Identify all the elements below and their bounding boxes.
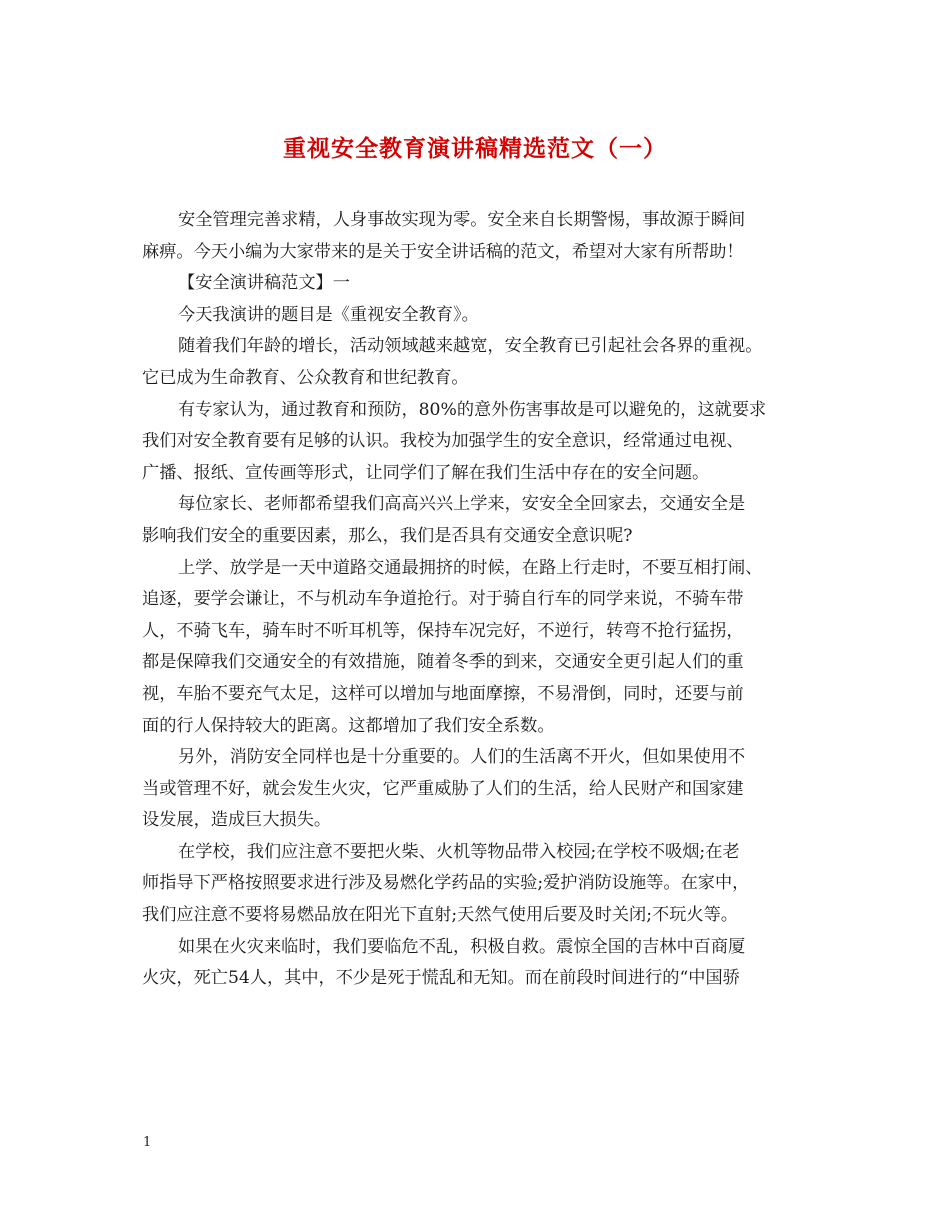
body-line: 面的行人保持较大的距离。这都增加了我们安全系数。 [142, 715, 555, 736]
body-line: 在学校，我们应注意不要把火柴、火机等物品带入校园;在学校不吸烟;在老 [178, 841, 740, 862]
body-line: 师指导下严格按照要求进行涉及易燃化学药品的实验;爱护消防设施等。在家中， [142, 873, 750, 894]
document-title: 重视安全教育演讲稿精选范文（一） [283, 135, 667, 162]
body-line: 追逐，要学会谦让，不与机动车争道抢行。对于骑自行车的同学来说，不骑车带 [142, 589, 744, 610]
body-line: 如果在火灾来临时，我们要临危不乱，积极自救。震惊全国的吉林中百商厦 [178, 936, 746, 957]
body-line: 安全管理完善求精，人身事故实现为零。安全来自长期警惕，事故源于瞬间 [178, 210, 746, 230]
body-line: 我们对安全教育要有足够的认识。我校为加强学生的安全意识，经常通过电视、 [142, 431, 744, 452]
document-body [142, 205, 816, 995]
body-line: 设发展，造成巨大损失。 [142, 810, 332, 831]
body-line: 每位家长、老师都希望我们高高兴兴上学来，安安全全回家去，交通安全是 [178, 494, 746, 515]
body-line: 麻痹。今天小编为大家带来的是关于安全讲话稿的范文，希望对大家有所帮助！ [142, 241, 744, 262]
body-line: 影响我们安全的重要因素，那么，我们是否具有交通安全意识呢? [142, 525, 633, 546]
body-line: 它已成为生命教育、公众教育和世纪教育。 [142, 367, 469, 388]
body-line: 另外，消防安全同样也是十分重要的。人们的生活离不开火，但如果使用不 [178, 747, 746, 768]
body-line: 当或管理不好，就会发生火灾，它严重威胁了人们的生活，给人民财产和国家建 [142, 778, 744, 799]
body-line: 人，不骑飞车，骑车时不听耳机等，保持车况完好，不逆行，转弯不抢行猛拐， [142, 620, 744, 641]
body-line: 都是保障我们交通安全的有效措施，随着冬季的到来，交通安全更引起人们的重 [142, 652, 744, 673]
body-line: 我们应注意不要将易燃品放在阳光下直射;天然气使用后要及时关闭;不玩火等。 [142, 905, 738, 926]
body-line: 火灾，死亡54人，其中，不少是死于慌乱和无知。而在前段时间进行的“中国骄 [142, 968, 740, 989]
body-line: 有专家认为，通过教育和预防，80%的意外伤害事故是可以避免的，这就要求 [178, 399, 767, 420]
page-number: 1 [143, 1135, 152, 1150]
body-line: 今天我演讲的题目是《重视安全教育》。 [178, 304, 479, 325]
section-heading: 【安全演讲稿范文】一 [178, 273, 350, 294]
body-line: 随着我们年龄的增长，活动领域越来越宽，安全教育已引起社会各界的重视。 [178, 336, 763, 357]
body-line: 广播、报纸、宣传画等形式，让同学们了解在我们生活中存在的安全问题。 [142, 462, 710, 483]
body-line: 上学、放学是一天中道路交通最拥挤的时候，在路上行走时，不要互相打闹、 [178, 557, 763, 578]
body-line: 视，车胎不要充气太足，这样可以增加与地面摩擦，不易滑倒，同时，还要与前 [142, 683, 744, 704]
